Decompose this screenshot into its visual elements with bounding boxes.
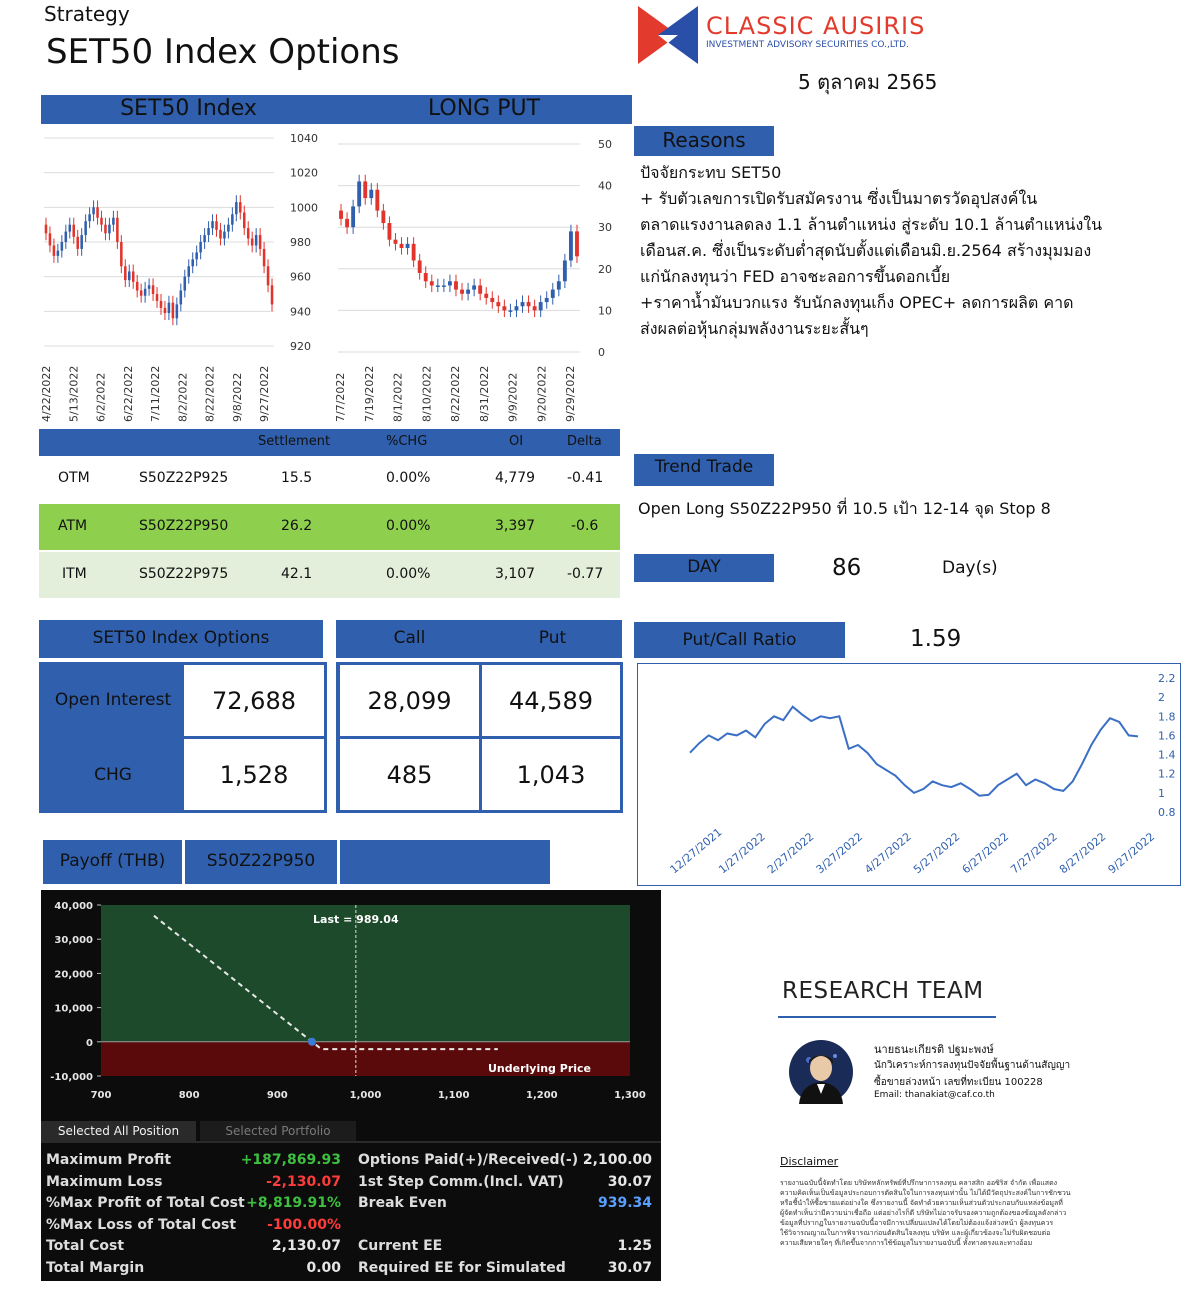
candle <box>563 260 567 281</box>
candle <box>267 266 270 285</box>
x-tick-label: 1,100 <box>437 1090 470 1101</box>
y-tick-label: 30 <box>598 221 612 235</box>
candle <box>418 260 422 272</box>
row-settlement: 42.1 <box>281 566 313 582</box>
x-tick-label: 700 <box>90 1090 112 1101</box>
row-oi: 3,397 <box>495 518 536 534</box>
candle <box>227 225 230 232</box>
research-title: RESEARCH TEAM <box>782 978 984 1004</box>
col-settlement: Settlement <box>258 434 331 449</box>
candle <box>187 266 190 276</box>
candle <box>199 242 202 252</box>
x-tick-label: 8/22/2022 <box>449 365 462 422</box>
x-tick-label: 8/27/2022 <box>1056 830 1109 877</box>
y-tick-label: 920 <box>290 340 311 353</box>
row-settlement: 15.5 <box>281 470 313 486</box>
candle <box>219 230 222 239</box>
candle <box>164 308 167 313</box>
candle <box>490 298 494 302</box>
x-tick-label: 5/27/2022 <box>910 830 963 877</box>
x-tick-label: 3/27/2022 <box>813 830 866 877</box>
candle <box>235 202 238 214</box>
page-title: SET50 Index Options <box>46 32 400 72</box>
candle <box>406 244 410 248</box>
candle <box>211 221 214 228</box>
stat-label: Maximum Profit <box>46 1152 172 1168</box>
y-tick-label: 50 <box>598 138 612 151</box>
candle <box>375 190 379 211</box>
stat-label: 1st Step Comm.(Incl. VAT) <box>358 1173 564 1190</box>
tab-selected-all-position[interactable]: Selected All Position <box>41 1121 196 1141</box>
y-tick-label: 40,000 <box>54 901 93 912</box>
candle <box>120 242 123 266</box>
candle <box>80 235 83 249</box>
candle <box>448 281 452 285</box>
stat-value: -100.00% <box>267 1216 341 1233</box>
x-tick-label: 900 <box>266 1090 288 1101</box>
candle <box>484 294 488 298</box>
payoff-summary-divider <box>41 1141 661 1143</box>
brand-name: CLASSIC AUSIRIS <box>706 12 926 40</box>
stat-value: 2,130.07 <box>271 1238 341 1255</box>
disclaimer-line: หรือชี้นำให้ซื้อขายแต่อย่างใด ซึ่งรายงานนี้ จัดทำด้วยความเห็นส่วนตัวประกอบกับแหล่งข้อมูลที่ <box>780 1199 1063 1207</box>
candle <box>195 252 198 259</box>
candle <box>112 218 115 225</box>
candle <box>132 271 135 281</box>
open-interest-label: Open Interest <box>54 690 172 710</box>
reasons-line: แก่นักลงทุนว่า FED อาจชะลอการขึ้นดอกเบี้ย <box>640 267 951 286</box>
y-tick-label: 1.4 <box>1158 748 1176 762</box>
stat-value: +8,819.91% <box>246 1195 341 1212</box>
row-moneyness: ATM <box>58 518 88 534</box>
underlying-price-label: Underlying Price <box>487 1062 591 1075</box>
x-tick-label: 8/22/2022 <box>203 365 217 422</box>
call-label: Call <box>393 628 426 648</box>
candle <box>351 206 355 227</box>
stat-label: %Max Profit of Total Cost <box>46 1195 245 1212</box>
reasons-line: ปัจจัยกระทบ SET50 <box>640 163 782 182</box>
candle <box>369 190 373 198</box>
candle <box>231 214 234 224</box>
chg-label: CHG <box>94 765 132 785</box>
disclaimer-line: ความคิดเห็นเป็นข้อมูลประกอบการตัดสินใจในการลงทุนเท่านั้น ไม่ได้มีวัตถุประสงค์ในการชักชวน <box>780 1189 1071 1197</box>
report-date: 5 ตุลาคม 2565 <box>798 70 938 94</box>
x-tick-label: 8/31/2022 <box>477 365 491 422</box>
col-delta: Delta <box>567 434 602 449</box>
day-unit: Day(s) <box>942 558 998 578</box>
stat-label: %Max Loss of Total Cost <box>46 1216 237 1233</box>
candle <box>263 249 266 266</box>
table-row <box>39 504 620 550</box>
x-tick-label: 8/2/2022 <box>176 372 190 422</box>
y-tick-label: 960 <box>290 270 311 284</box>
stat-label: Break Even <box>358 1195 447 1212</box>
analyst-avatar <box>789 1040 853 1104</box>
disclaimer-text <box>780 1178 1078 1248</box>
candle <box>239 202 242 212</box>
research-underline <box>778 1016 996 1018</box>
reasons-line: + รับตัวเลขการเปิดรับสมัครงาน ซึ่งเป็นมาตรวัดอุปสงค์ใน <box>640 189 1038 208</box>
brand-subtitle: INVESTMENT ADVISORY SECURITIES CO.,LTD. <box>706 40 909 50</box>
candle <box>116 218 119 242</box>
row-chg: 0.00% <box>386 566 431 582</box>
candle <box>345 219 349 227</box>
candle <box>454 281 458 289</box>
candle <box>76 237 79 249</box>
candle <box>496 302 500 306</box>
analyst-role: นักวิเคราะห์การลงทุนปัจจัยพื้นฐานด้านสัญญา <box>874 1060 1071 1071</box>
candle <box>460 290 464 294</box>
pcr-value: 1.59 <box>910 626 962 652</box>
stat-value: 939.34 <box>597 1195 652 1212</box>
candle <box>69 225 72 232</box>
x-tick-label: 9/9/2022 <box>506 372 520 422</box>
candle <box>100 218 103 225</box>
x-tick-label: 6/2/2022 <box>94 372 108 422</box>
candle <box>466 290 470 294</box>
y-tick-label: 1040 <box>290 132 318 145</box>
y-tick-label: 2 <box>1158 691 1165 705</box>
y-tick-label: 10 <box>598 304 612 318</box>
tab-selected-portfolio[interactable]: Selected Portfolio <box>200 1121 356 1141</box>
chg-call-value: 485 <box>340 739 479 810</box>
candle <box>215 221 218 230</box>
row-series: S50Z22P975 <box>139 566 229 582</box>
category-label: Strategy <box>44 2 130 26</box>
candle <box>140 291 143 296</box>
candle <box>271 285 274 304</box>
candle <box>124 266 127 280</box>
put-label: Put <box>538 628 567 648</box>
x-tick-label: 9/8/2022 <box>230 372 244 422</box>
last-price-label: Last = 989.04 <box>313 913 399 926</box>
y-tick-label: 940 <box>290 305 311 319</box>
candle <box>478 285 482 293</box>
y-tick-label: 0 <box>598 346 605 359</box>
y-tick-label: 10,000 <box>54 1003 93 1015</box>
x-tick-label: 6/22/2022 <box>121 365 135 422</box>
disclaimer-line: ใช้วิจารณญาณในการพิจารณาก่อนตัดสินใจลงทุน บริษัท และผู้เกี่ยวข้องจะไม่รับผิดชอบต่อ <box>780 1229 1051 1237</box>
y-tick-label: 2.2 <box>1158 672 1176 685</box>
candle <box>551 290 555 298</box>
reasons-text <box>640 160 1200 342</box>
candle <box>400 244 404 248</box>
candle <box>223 232 226 239</box>
brand-logo <box>638 6 698 64</box>
table-row <box>39 456 620 502</box>
candle <box>527 302 531 306</box>
candle <box>381 211 385 223</box>
y-tick-label: 40 <box>598 179 612 193</box>
candle <box>339 211 343 219</box>
candle <box>136 282 139 291</box>
candle <box>259 235 262 249</box>
candle <box>394 240 398 244</box>
analyst-license: ซื้อขายล่วงหน้า เลขที่ทะเบียน 100228 <box>874 1077 1043 1088</box>
candle <box>152 285 155 294</box>
disclaimer-line: ความเสียหายใดๆ ที่เกิดขึ้นจากการใช้ข้อมูลในรายงานฉบับนี้ ทั้งทางตรงและทางอ้อม <box>780 1239 1033 1247</box>
row-settlement: 26.2 <box>281 518 313 534</box>
x-tick-label: 1/27/2022 <box>716 830 768 877</box>
disclaimer-line: ผู้จัดทำเห็นว่ามีความน่าเชื่อถือ แต่อย่างไรก็ดี บริษัทไม่อาจรับรองความถูกต้องของข้อมูลดังกล่าว <box>780 1209 1067 1217</box>
stat-value: 30.07 <box>607 1173 652 1190</box>
stat-value: -2,130.07 <box>266 1173 341 1190</box>
x-tick-label: 4/27/2022 <box>862 830 914 877</box>
candle <box>61 242 64 251</box>
candle <box>168 303 171 313</box>
x-tick-label: 1,000 <box>349 1090 382 1101</box>
y-tick-label: 1 <box>1158 786 1165 800</box>
y-tick-label: 1.6 <box>1158 729 1176 743</box>
y-tick-label: 980 <box>290 236 311 249</box>
candle <box>357 181 361 206</box>
pcr-series-line <box>690 707 1138 796</box>
candle <box>104 225 107 234</box>
row-moneyness: OTM <box>58 470 90 486</box>
candle <box>545 298 549 302</box>
candle <box>84 221 87 235</box>
y-tick-label: 0.8 <box>1158 806 1176 819</box>
options-table-header <box>39 429 620 456</box>
y-tick-label: 20,000 <box>54 969 93 981</box>
col-oi: OI <box>509 434 524 449</box>
candle <box>88 214 91 221</box>
x-tick-label: 7/27/2022 <box>1008 830 1060 877</box>
candle <box>508 310 512 312</box>
candle <box>569 231 573 260</box>
oi-total-value: 72,688 <box>184 665 324 736</box>
chg-total-value: 1,528 <box>184 739 324 810</box>
oi-section-title: SET50 Index Options <box>92 628 270 648</box>
day-value: 86 <box>832 555 862 581</box>
candle <box>521 302 525 306</box>
x-tick-label: 7/19/2022 <box>362 365 376 422</box>
candle <box>442 285 446 287</box>
candle <box>144 289 147 296</box>
payoff-blank-box <box>340 840 550 884</box>
y-tick-label: 1.8 <box>1158 710 1176 724</box>
stat-value: 0.00 <box>306 1260 341 1276</box>
stat-label: Maximum Loss <box>46 1173 163 1190</box>
candle <box>251 239 254 246</box>
candle <box>148 285 151 288</box>
candle <box>557 281 561 289</box>
candle <box>502 306 506 310</box>
day-title: DAY <box>687 557 721 577</box>
candle <box>191 259 194 266</box>
x-tick-label: 7/7/2022 <box>334 372 347 422</box>
reasons-line: เดือนส.ค. ซึ่งเป็นระดับต่ำสุดนับตั้งแต่เดือนมิ.ย.2564 สร้างมุมมอง <box>640 241 1092 260</box>
oi-call-value: 28,099 <box>340 665 479 736</box>
row-oi: 4,779 <box>495 470 536 486</box>
col-chg: %CHG <box>386 434 428 449</box>
analyst-email: Email: thanakiat@caf.co.th <box>874 1090 995 1100</box>
y-tick-label: 30,000 <box>54 935 93 947</box>
break-even-marker <box>308 1038 316 1046</box>
candle <box>96 207 99 217</box>
stat-value: 2,100.00 <box>582 1152 652 1168</box>
stat-label: Current EE <box>358 1238 443 1255</box>
set50-chart-title: SET50 Index <box>120 96 257 121</box>
candle <box>53 245 56 255</box>
row-delta: -0.77 <box>567 566 604 582</box>
x-tick-label: 1,200 <box>526 1090 558 1101</box>
candle <box>172 303 175 319</box>
y-tick-label: -10,000 <box>50 1072 93 1083</box>
candle <box>176 304 179 318</box>
x-tick-label: 5/13/2022 <box>67 365 81 422</box>
candle <box>575 231 579 256</box>
candle <box>92 207 95 214</box>
candle <box>184 277 187 291</box>
disclaimer-line: ข้อมูลที่ปรากฏในรายงานฉบับนี้อาจมีการเปลี่ยนแปลงได้โดยไม่ต้องแจ้งล่วงหน้า ผู้ลงทุนควร <box>780 1219 1054 1227</box>
candle <box>160 301 163 308</box>
candle <box>207 228 210 235</box>
y-tick-label: 0 <box>86 1037 93 1049</box>
y-tick-label: 20 <box>598 262 612 276</box>
candle <box>203 235 206 242</box>
candle <box>430 281 434 285</box>
trend-title: Trend Trade <box>654 457 754 477</box>
reasons-line: +ราคาน้ำมันบวกแรง รับนักลงทุนเก็ง OPEC+ ลดการผลิต คาด <box>640 293 1074 312</box>
reasons-line: ส่งผลต่อหุ้นกลุ่มพลังงานระยะสั้นๆ <box>640 319 869 338</box>
y-tick-label: 1.2 <box>1158 767 1176 781</box>
row-moneyness: ITM <box>62 566 87 582</box>
stat-label: Total Cost <box>46 1238 125 1255</box>
stat-value: 1.25 <box>617 1238 652 1255</box>
candle <box>180 291 183 305</box>
row-series: S50Z22P950 <box>139 518 229 534</box>
candle <box>49 233 52 245</box>
trend-text: Open Long S50Z22P950 ที่ 10.5 เป้า 12-14 จุด Stop 8 <box>638 499 1051 518</box>
candle <box>255 235 258 245</box>
x-tick-label: 6/27/2022 <box>959 830 1012 877</box>
x-tick-label: 4/22/2022 <box>40 365 53 422</box>
candle <box>243 213 246 229</box>
candle <box>515 306 519 310</box>
row-oi: 3,107 <box>495 566 536 582</box>
chg-put-value: 1,043 <box>482 739 620 810</box>
x-tick-label: 7/11/2022 <box>149 365 162 422</box>
candle <box>436 285 440 287</box>
x-tick-label: 9/29/2022 <box>564 365 577 422</box>
x-tick-label: 8/1/2022 <box>391 372 405 422</box>
disclaimer-line: รายงานฉบับนี้จัดทำโดย บริษัทหลักทรัพย์ที่ปรึกษาการลงทุน คลาสสิก ออซิริส จำกัด เพื่อแสดง <box>780 1179 1058 1187</box>
stat-label: Options Paid(+)/Received(-) <box>358 1152 579 1168</box>
row-delta: -0.41 <box>567 470 604 486</box>
candle <box>72 225 75 237</box>
disclaimer-title: Disclaimer <box>780 1155 839 1168</box>
stat-label: Required EE for Simulated <box>358 1260 566 1276</box>
reasons-line: ตลาดแรงงานลดลง 1.1 ล้านตำแหน่ง สู่ระดับ 10.1 ล้านตำแหน่งใน <box>640 215 1103 234</box>
x-tick-label: 12/27/2021 <box>667 825 725 877</box>
candle <box>65 232 68 242</box>
row-chg: 0.00% <box>386 470 431 486</box>
x-tick-label: 2/27/2022 <box>764 830 817 877</box>
candle <box>539 302 543 310</box>
stat-value: 30.07 <box>607 1260 652 1276</box>
long-put-candlestick-chart <box>330 126 630 428</box>
set50-candlestick-chart <box>38 126 328 428</box>
payoff-series: S50Z22P950 <box>206 851 316 871</box>
x-tick-label: 9/27/2022 <box>1105 830 1158 877</box>
x-tick-label: 9/20/2022 <box>535 365 549 422</box>
row-chg: 0.00% <box>386 518 431 534</box>
candle <box>533 306 537 310</box>
x-tick-label: 9/27/2022 <box>258 365 271 422</box>
candle <box>472 285 476 289</box>
candle <box>128 271 131 280</box>
candle <box>45 225 48 234</box>
candle <box>387 223 391 240</box>
y-tick-label: 1000 <box>290 201 318 215</box>
put-call-ratio-chart <box>637 663 1181 886</box>
x-tick-label: 800 <box>178 1090 200 1101</box>
pcr-title: Put/Call Ratio <box>682 630 797 650</box>
candle <box>247 228 250 238</box>
row-delta: -0.6 <box>571 518 599 534</box>
candle <box>57 251 60 256</box>
y-tick-label: 1020 <box>290 166 318 180</box>
candle <box>156 294 159 301</box>
oi-put-value: 44,589 <box>482 665 620 736</box>
payoff-chart <box>41 890 661 1115</box>
payoff-title: Payoff (THB) <box>59 851 166 871</box>
stat-value: +187,869.93 <box>240 1152 341 1168</box>
stat-label: Total Margin <box>46 1260 145 1276</box>
x-tick-label: 1,300 <box>614 1090 646 1101</box>
analyst-name: นายธนะเกียรติ ปฐมะพงษ์ <box>874 1043 994 1056</box>
candle <box>363 181 367 198</box>
x-tick-label: 8/10/2022 <box>420 365 434 422</box>
candle <box>412 244 416 261</box>
reasons-title: Reasons <box>662 128 746 152</box>
table-row <box>39 552 620 598</box>
row-series: S50Z22P925 <box>139 470 229 486</box>
candle <box>424 273 428 281</box>
long-put-chart-title: LONG PUT <box>427 96 541 121</box>
candle <box>108 225 111 234</box>
